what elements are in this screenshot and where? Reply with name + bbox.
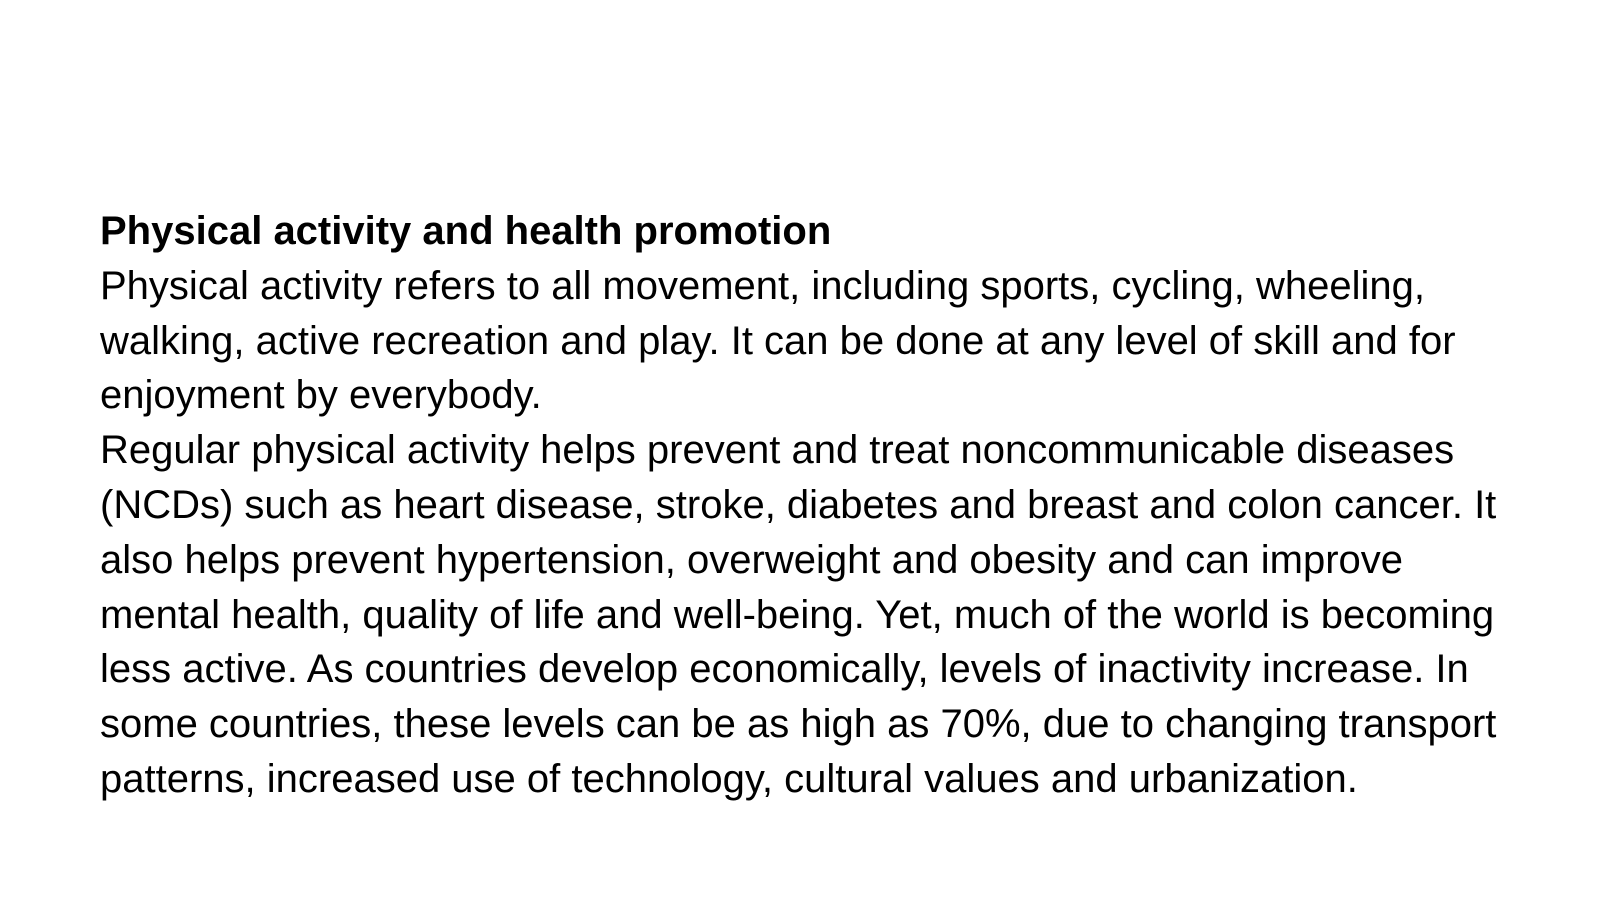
paragraph-definition: Physical activity refers to all movement, including sports, cycling, wheeling, walking, active recreation and play. It can be done at any level of skill and for enjoyment by everybody. <box>100 263 1456 418</box>
slide-title: Physical activity and health promotion <box>100 209 832 253</box>
paragraph-benefits: Regular physical activity helps prevent and treat noncommunicable diseases (NCDs) such as heart disease, stroke, diabetes and breast and colon cancer. It also helps prevent hypertension, overweight and obesity and can improve mental health, quality of life and well-being. Yet, much of the world is becoming less active. As countries develop economically, levels of inactivity increase. In some countries, these levels can be as high as 70%, due to changing transport patterns, increased use of technology, cultural values and urbanization. <box>100 428 1497 801</box>
slide-text-box <box>100 204 1520 807</box>
